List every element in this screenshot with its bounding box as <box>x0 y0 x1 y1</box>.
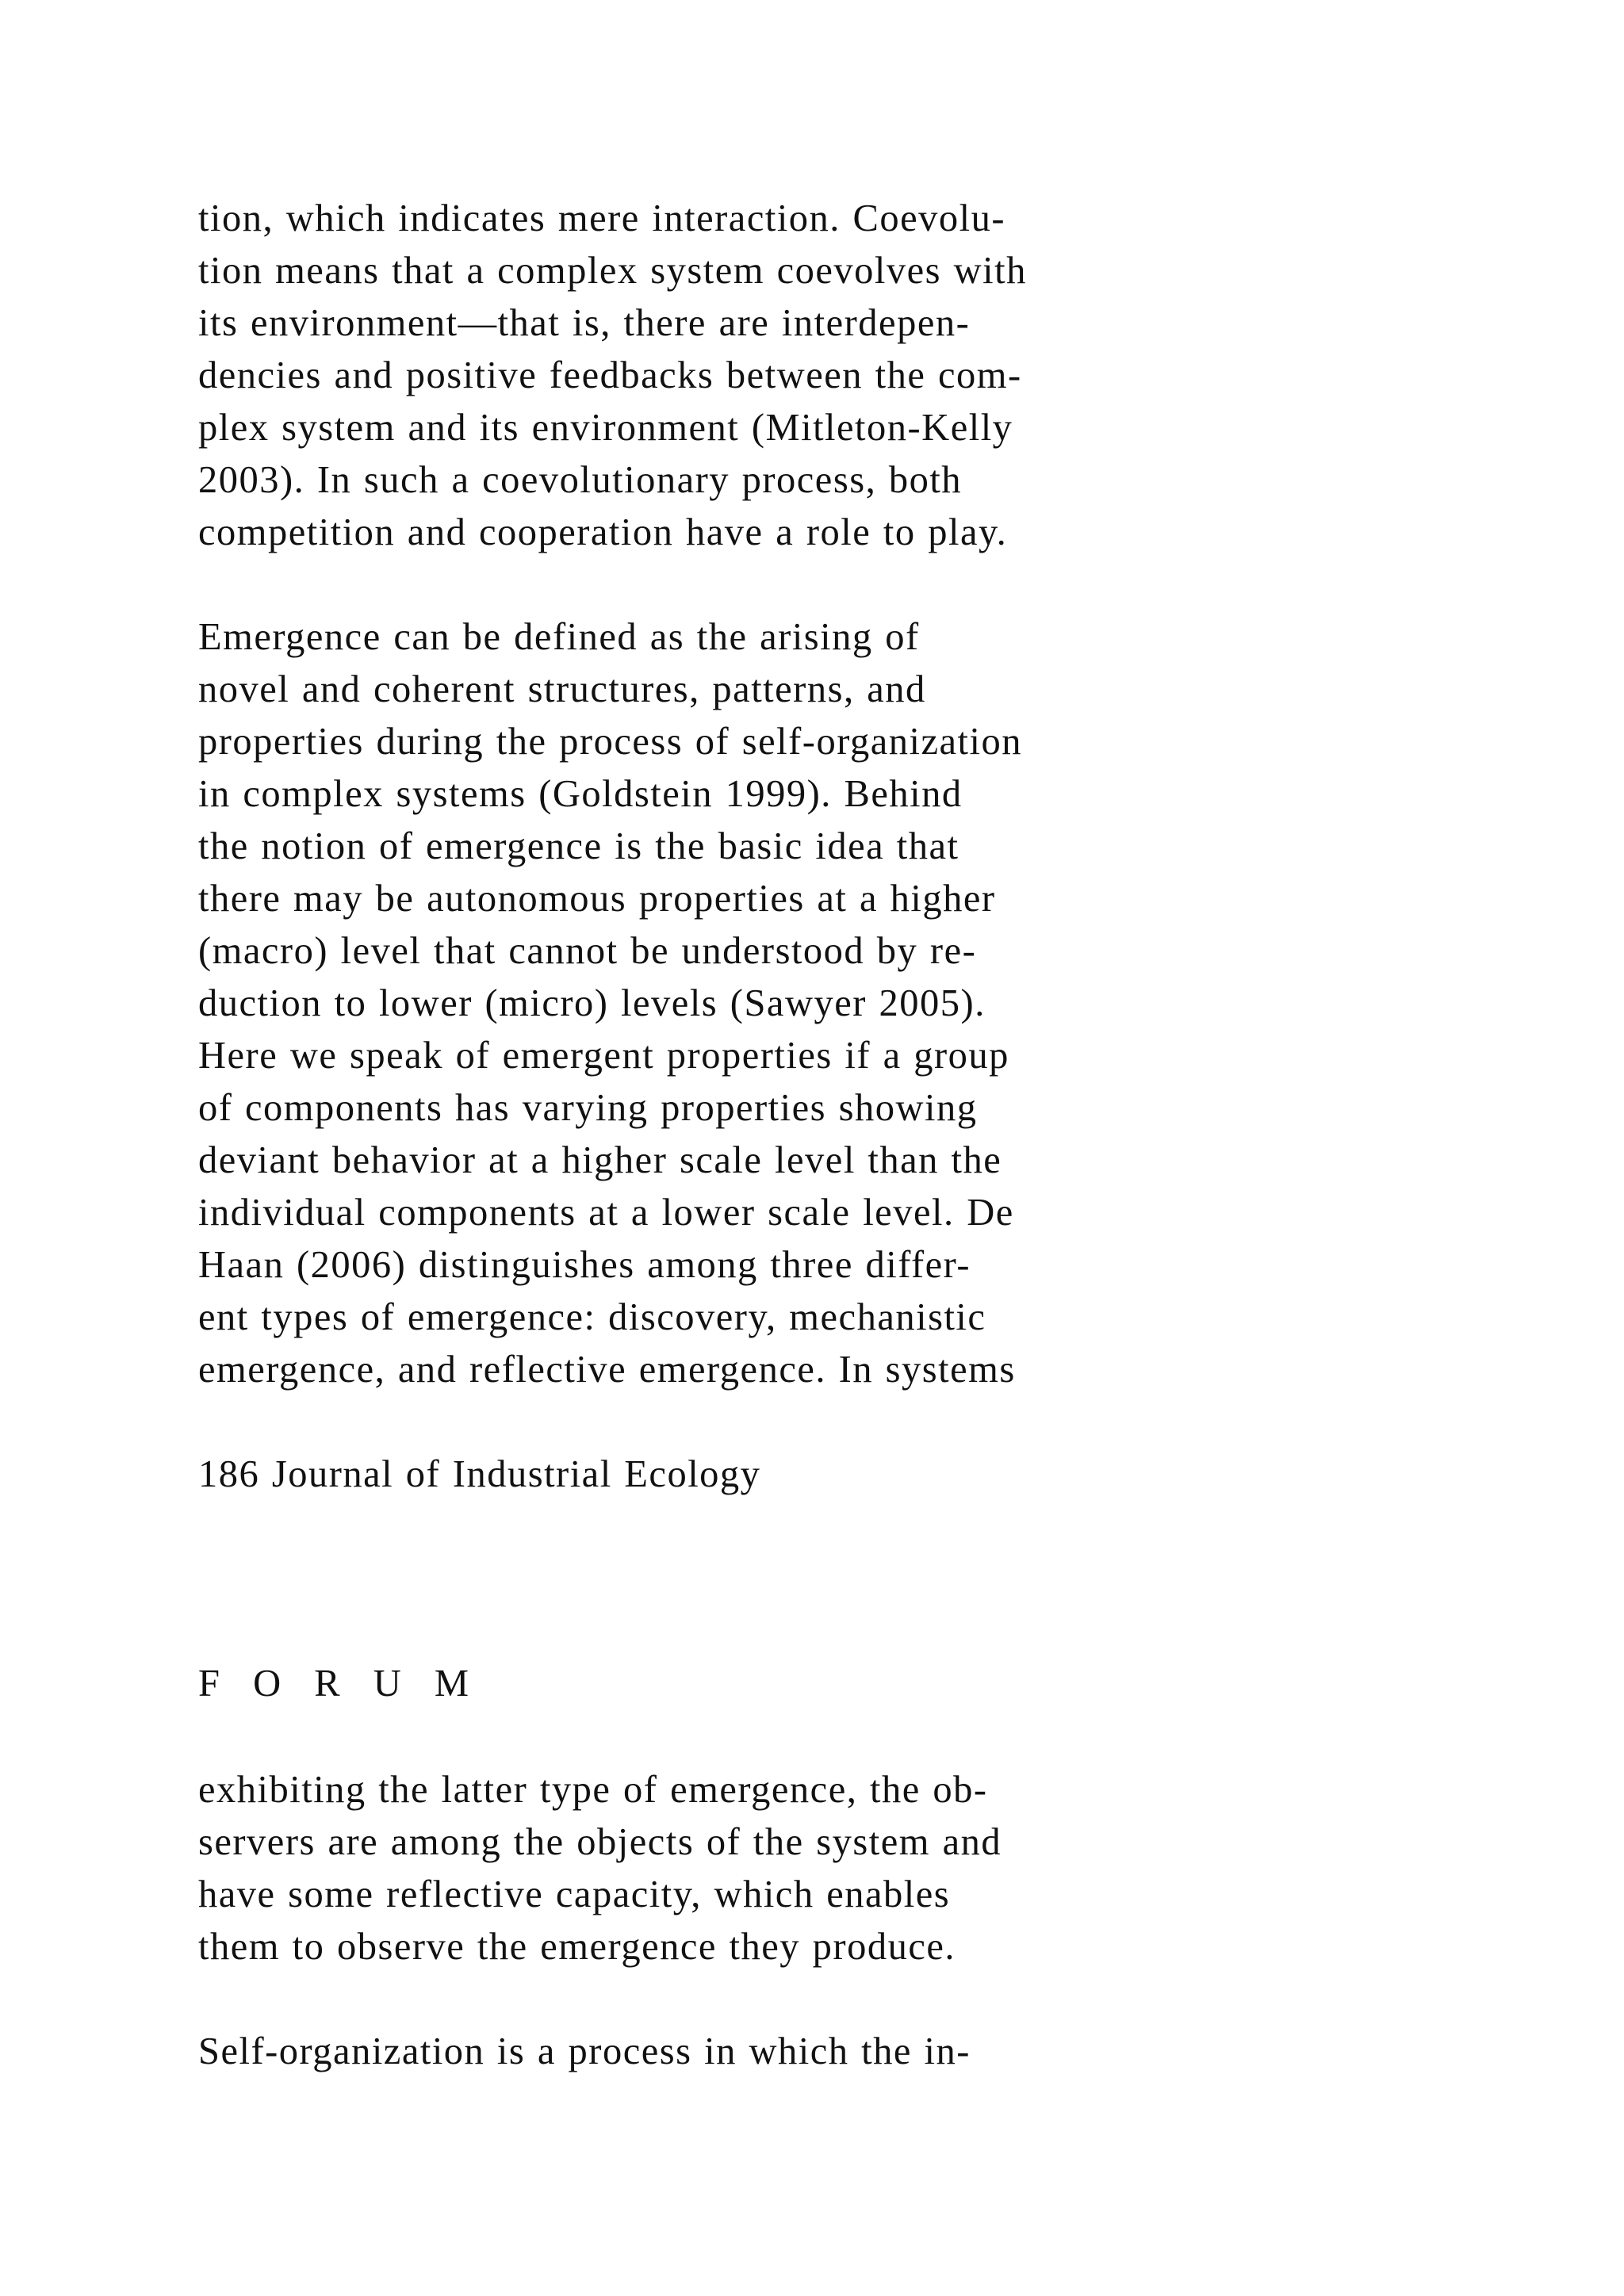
text-line: competition and cooperation have a role to play. <box>198 511 1008 553</box>
text-line: in complex systems (Goldstein 1999). Behind <box>198 773 963 815</box>
text-line: ent types of emergence: discovery, mechanistic <box>198 1296 986 1338</box>
text-line: tion means that a complex system coevolves with <box>198 250 1027 292</box>
text-line: exhibiting the latter type of emergence, the ob- <box>198 1769 988 1811</box>
text-line: Self-organization is a process in which the in- <box>198 2030 971 2072</box>
text-line: 2003). In such a coevolutionary process, both <box>198 459 963 501</box>
text-line: duction to lower (micro) levels (Sawyer 2005). <box>198 982 986 1024</box>
text-line: of components has varying properties showing <box>198 1087 978 1129</box>
text-line: Here we speak of emergent properties if a group <box>198 1035 1009 1077</box>
section-header: F O R U M <box>198 1663 480 1705</box>
text-line: (macro) level that cannot be understood by re- <box>198 930 977 972</box>
text-line: tion, which indicates mere interaction. Coevolu- <box>198 197 1006 239</box>
text-line: Emergence can be defined as the arising of <box>198 616 920 658</box>
page-footer: 186 Journal of Industrial Ecology <box>198 1453 761 1495</box>
text-line: deviant behavior at a higher scale level than the <box>198 1139 1002 1181</box>
text-line: the notion of emergence is the basic idea that <box>198 825 959 867</box>
text-line: its environment—that is, there are interdepen- <box>198 302 971 344</box>
text-line: novel and coherent structures, patterns, and <box>198 668 926 710</box>
text-line: properties during the process of self-organization <box>198 721 1022 763</box>
text-line: them to observe the emergence they produce. <box>198 1926 956 1968</box>
text-line: servers are among the objects of the system and <box>198 1821 1002 1863</box>
text-line: emergence, and reflective emergence. In systems <box>198 1349 1016 1391</box>
text-line: Haan (2006) distinguishes among three differ- <box>198 1244 971 1286</box>
text-line: individual components at a lower scale level. De <box>198 1192 1014 1234</box>
text-line: have some reflective capacity, which enables <box>198 1873 951 1915</box>
text-line: plex system and its environment (Mitleton-Kelly <box>198 407 1013 449</box>
text-line: there may be autonomous properties at a higher <box>198 878 996 920</box>
text-line: dencies and positive feedbacks between the com- <box>198 354 1022 396</box>
